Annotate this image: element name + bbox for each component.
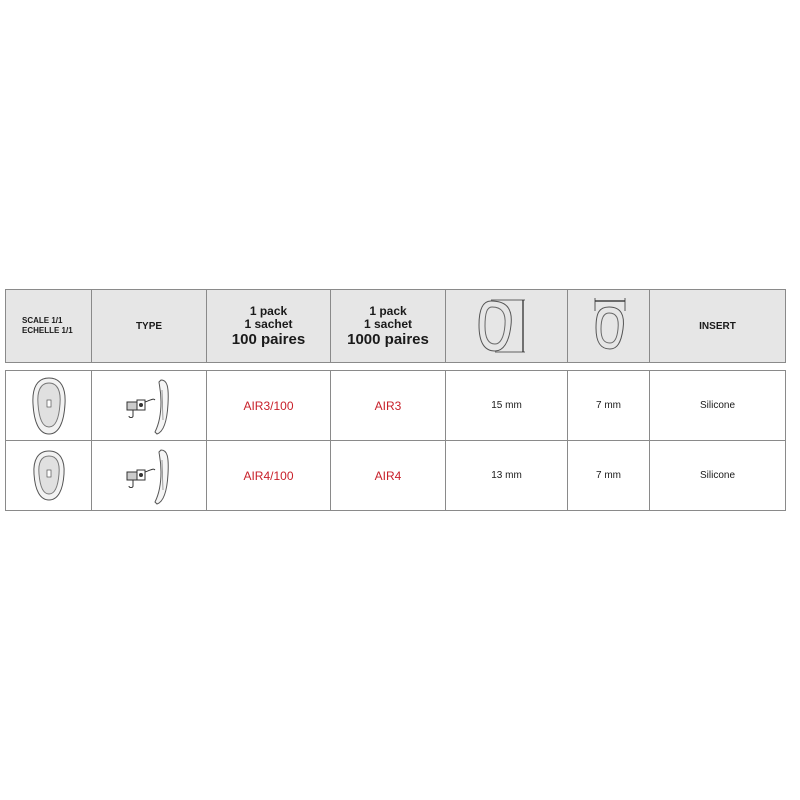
- pack100-line3: 100 paires: [231, 330, 306, 348]
- product-table: [5, 370, 786, 511]
- nose-pad-icon: [29, 374, 69, 438]
- type-header: TYPE: [92, 290, 207, 363]
- code1000-cell: AIR4: [331, 441, 446, 511]
- pack100-line2: 1 sachet: [244, 316, 293, 331]
- scale-cell: [6, 441, 92, 511]
- length-cell: 15 mm: [446, 371, 568, 441]
- table-row: [6, 371, 786, 441]
- echelle-label: ECHELLE 1/1: [22, 326, 73, 335]
- code100-cell: AIR3/100: [207, 371, 331, 441]
- scale-header: [6, 290, 92, 363]
- pack100-header: [207, 290, 331, 363]
- insert-header: INSERT: [650, 290, 786, 363]
- insert-cell: Silicone: [650, 441, 786, 511]
- type-cell: [92, 441, 207, 511]
- scale-cell: [6, 371, 92, 441]
- width-cell: 7 mm: [568, 441, 650, 511]
- nose-pad-icon: [29, 444, 69, 508]
- scale-label: SCALE 1/1: [22, 316, 63, 325]
- length-header: [446, 290, 568, 363]
- pack1000-line1: 1 pack: [369, 303, 407, 318]
- pad-width-diagram-icon: [579, 293, 639, 359]
- header-row: [6, 290, 786, 363]
- pad-mount-icon: [119, 444, 179, 508]
- insert-cell: Silicone: [650, 371, 786, 441]
- width-header: [568, 290, 650, 363]
- table-row: [6, 441, 786, 511]
- header-table: [5, 289, 786, 363]
- pack100-line1: 1 pack: [249, 303, 288, 318]
- pack1000-line2: 1 sachet: [363, 316, 413, 331]
- code100-cell: AIR4/100: [207, 441, 331, 511]
- length-cell: 13 mm: [446, 441, 568, 511]
- code1000-cell: AIR3: [331, 371, 446, 441]
- type-cell: [92, 371, 207, 441]
- pad-length-diagram-icon: [467, 293, 547, 359]
- pack1000-line3: 1000 paires: [347, 330, 429, 348]
- width-cell: 7 mm: [568, 371, 650, 441]
- pack1000-header: [331, 290, 446, 363]
- pad-mount-icon: [119, 374, 179, 438]
